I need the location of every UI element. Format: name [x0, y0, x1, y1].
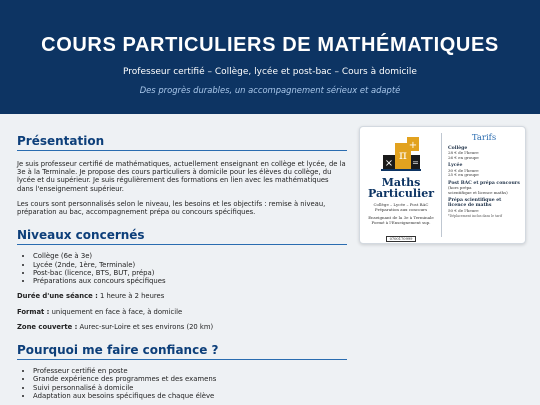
- section-heading-confiance: Pourquoi me faire confiance ?: [17, 343, 347, 360]
- confiance-list: [17, 367, 347, 400]
- logo: [365, 133, 437, 241]
- presentation-paragraph-1: Je suis professeur certifié de mathématiques, actuellement enseignant en collège et lycée, de la 3e à la Terminale. Je propose des cours particuliers à domicile pour les élèves du collège, du lycée et du supérieur. Je suis régulièrement des formations en lien avec les mathématiques dans l'enseignement supérieur.: [17, 160, 346, 193]
- logo-line-1: Maths: [381, 176, 421, 189]
- logo-phone: 0700170999: [386, 236, 417, 242]
- hero-tagline: Des progrès durables, un accompagnement sérieux et adapté: [139, 85, 401, 95]
- logo-line-2: Particulier: [367, 187, 434, 200]
- svg-text:+: +: [408, 140, 418, 151]
- svg-text:π: π: [399, 148, 407, 162]
- list-item: • Préparations aux concours spécifiques: [33, 277, 347, 285]
- logo-levels: Collège – Lycée – Post BAC: [373, 202, 429, 207]
- logo-prep: Préparation aux concours: [374, 207, 428, 212]
- section-heading-niveaux: Niveaux concernés: [17, 228, 347, 245]
- card-divider: [441, 133, 442, 237]
- logo-teacher-1: Enseignant de la 3e à Terminale: [368, 215, 434, 220]
- format-row: [17, 308, 347, 316]
- flyer-card[interactable]: [359, 126, 526, 244]
- tarif-line: scientifique et licence maths): [448, 189, 508, 195]
- tarif-label: Lycée: [448, 163, 463, 169]
- duree-value: 1 heure à 2 heures: [100, 292, 165, 301]
- list-item: • Grande expérience des programmes et des examens: [33, 375, 347, 383]
- tarif-label: Collège: [448, 146, 468, 151]
- tarif-label: Prépa scientifique et licence de maths: [448, 198, 502, 209]
- format-value: uniquement en face à face, à domicile: [51, 307, 183, 316]
- duree-label: Durée d'une séance :: [17, 292, 98, 301]
- main-column: [17, 134, 347, 400]
- list-item: • Lycée (2nde, 1ère, Terminale): [33, 261, 347, 269]
- hero-banner: [0, 0, 540, 114]
- duree-row: [17, 292, 347, 300]
- tarif-line: 50 € de l'heure: [448, 207, 479, 213]
- list-item: • Post-bac (licence, BTS, BUT, prépa): [33, 269, 347, 277]
- presentation-paragraph-2: Les cours sont personnalisés selon le niveau, les besoins et les objectifs : remise à niveau, préparation au bac, accompagnement prépa ou concours spécifiques.: [17, 199, 326, 217]
- list-item: • Adaptation aux besoins spécifiques de chaque élève: [33, 392, 347, 400]
- tarifs-panel: [448, 133, 520, 218]
- list-item: • Suivi personnalisé à domicile: [33, 384, 347, 392]
- section-heading-presentation: Présentation: [17, 134, 347, 151]
- math-symbols-icon: [379, 133, 423, 177]
- tarif-label: Post BAC et prépa concours: [448, 180, 520, 186]
- tarif-note: *Déplacement inclus dans le tarif: [448, 214, 502, 219]
- list-item: • Professeur certifié en poste: [33, 367, 347, 375]
- svg-text:=: =: [412, 158, 419, 167]
- hero-subtitle: Professeur certifié – Collège, lycée et post-bac – Cours à domicile: [123, 67, 417, 77]
- svg-text:×: ×: [384, 158, 394, 169]
- tarif-line: 30 € de l'heure: [448, 167, 479, 173]
- tarif-line: 25 € en groupe: [448, 172, 479, 178]
- tarifs-title: Tarifs: [471, 133, 497, 143]
- list-item: • Collège (6e à 3e): [33, 252, 347, 260]
- tarif-line: 26 € en groupe: [448, 154, 479, 160]
- logo-teacher-2: Formé à l'Enseignement sup.: [371, 220, 431, 225]
- content-area: [0, 114, 540, 405]
- niveaux-list: [17, 252, 347, 285]
- zone-label: Zone couverte :: [17, 322, 78, 331]
- tarif-line: (hors prépa: [448, 184, 472, 190]
- tarif-line: 28 € de l'heure: [448, 150, 479, 156]
- page-title: COURS PARTICULIERS DE MATHÉMATIQUES: [41, 34, 499, 56]
- format-label: Format :: [17, 307, 50, 316]
- zone-value: Aurec-sur-Loire et ses environs (20 km): [79, 322, 214, 331]
- zone-row: [17, 323, 347, 331]
